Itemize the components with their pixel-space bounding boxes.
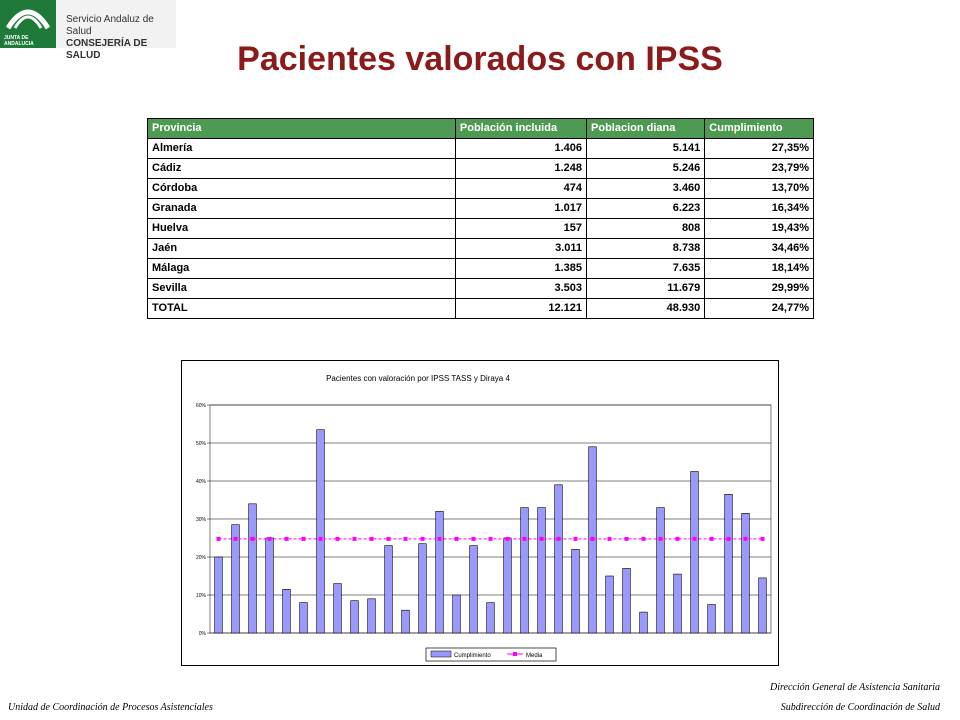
bar-chart: [181, 360, 779, 666]
table-row: [148, 139, 814, 159]
cell-poblacion-diana: 48.930: [587, 299, 705, 319]
media-point: [336, 537, 340, 541]
media-point: [234, 537, 238, 541]
media-point: [489, 537, 493, 541]
footer-left: Unidad de Coordinación de Procesos Asistenciales: [8, 702, 213, 713]
cell-poblacion-incluida: 1.017: [455, 199, 586, 219]
y-tick-label: 0%: [198, 631, 206, 637]
table-row-total: [148, 299, 814, 319]
cell-poblacion-diana: 5.246: [587, 159, 705, 179]
bar: [402, 610, 410, 633]
bar: [555, 485, 563, 633]
media-point: [523, 537, 527, 541]
media-point: [557, 537, 561, 541]
media-point: [642, 537, 646, 541]
chart-title: Pacientes con valoración por IPSS TASS y Diraya 4: [326, 374, 510, 383]
header-poblacion-diana: Poblacion diana: [587, 119, 705, 139]
bar: [453, 595, 461, 633]
media-point: [472, 537, 476, 541]
cell-cumplimiento: 18,14%: [705, 259, 814, 279]
media-point: [506, 537, 510, 541]
y-tick-label: 40%: [195, 479, 206, 485]
cell-provincia: Jaén: [148, 239, 456, 259]
bar: [334, 584, 342, 633]
media-point: [387, 537, 391, 541]
cell-provincia: Cádiz: [148, 159, 456, 179]
media-point: [302, 537, 306, 541]
bar: [470, 546, 478, 633]
cell-cumplimiento: 24,77%: [705, 299, 814, 319]
footer-right-line2: Subdirección de Coordinación de Salud: [780, 702, 940, 713]
legend-marker-media: [513, 652, 517, 656]
cell-cumplimiento: 19,43%: [705, 219, 814, 239]
legend-label-cumplimiento: Cumplimiento: [454, 653, 491, 659]
header-provincia: Provincia: [148, 119, 456, 139]
media-point: [744, 537, 748, 541]
media-point: [625, 537, 629, 541]
media-point: [370, 537, 374, 541]
header-poblacion-incluida: Población incluida: [455, 119, 586, 139]
media-point: [455, 537, 459, 541]
cell-poblacion-diana: 3.460: [587, 179, 705, 199]
cell-poblacion-diana: 8.738: [587, 239, 705, 259]
cell-poblacion-incluida: 157: [455, 219, 586, 239]
bar: [487, 603, 495, 633]
media-point: [608, 537, 612, 541]
cell-provincia: Málaga: [148, 259, 456, 279]
y-tick-label: 60%: [195, 403, 206, 409]
cell-poblacion-diana: 808: [587, 219, 705, 239]
cell-cumplimiento: 23,79%: [705, 159, 814, 179]
bar: [215, 557, 223, 633]
bar: [300, 603, 308, 633]
table-row: [148, 199, 814, 219]
cell-poblacion-diana: 7.635: [587, 259, 705, 279]
table-row: [148, 179, 814, 199]
bar: [385, 546, 393, 633]
cell-poblacion-incluida: 1.248: [455, 159, 586, 179]
bar: [606, 576, 614, 633]
bar: [232, 525, 240, 633]
media-point: [353, 537, 357, 541]
cell-cumplimiento: 13,70%: [705, 179, 814, 199]
bar: [538, 508, 546, 633]
media-point: [693, 537, 697, 541]
bar: [504, 538, 512, 633]
table-row: [148, 279, 814, 299]
media-point: [727, 537, 731, 541]
data-table: [147, 118, 814, 319]
media-point: [659, 537, 663, 541]
media-point: [761, 537, 765, 541]
media-point: [591, 537, 595, 541]
y-tick-label: 20%: [195, 555, 206, 561]
bar: [674, 574, 682, 633]
cell-provincia: Sevilla: [148, 279, 456, 299]
bar: [623, 568, 631, 633]
page-title: Pacientes valorados con IPSS: [237, 40, 723, 78]
footer-right-line1: Dirección General de Asistencia Sanitaria: [770, 682, 940, 693]
cell-provincia: Granada: [148, 199, 456, 219]
bar: [283, 589, 291, 633]
bar: [351, 601, 359, 633]
chart-legend: [426, 648, 556, 661]
cell-poblacion-diana: 11.679: [587, 279, 705, 299]
logo-sub-text: JUNTA DE ANDALUCIA: [4, 35, 34, 47]
media-point: [574, 537, 578, 541]
cell-cumplimiento: 34,46%: [705, 239, 814, 259]
cell-provincia: Almería: [148, 139, 456, 159]
cell-poblacion-incluida: 1.406: [455, 139, 586, 159]
media-point: [404, 537, 408, 541]
y-tick-label: 50%: [195, 441, 206, 447]
table-header-row: [148, 119, 814, 139]
cell-provincia: TOTAL: [148, 299, 456, 319]
table-row: [148, 259, 814, 279]
bar: [436, 511, 444, 633]
cell-cumplimiento: 16,34%: [705, 199, 814, 219]
media-point: [251, 537, 255, 541]
bar: [317, 430, 325, 633]
bar: [759, 578, 767, 633]
cell-poblacion-diana: 5.141: [587, 139, 705, 159]
cell-poblacion-incluida: 12.121: [455, 299, 586, 319]
bar: [572, 549, 580, 633]
media-point: [540, 537, 544, 541]
bar: [708, 605, 716, 634]
bar: [521, 508, 529, 633]
media-point: [421, 537, 425, 541]
media-point: [710, 537, 714, 541]
cell-provincia: Córdoba: [148, 179, 456, 199]
cell-provincia: Huelva: [148, 219, 456, 239]
bar: [249, 504, 257, 633]
bar: [368, 599, 376, 633]
table-row: [148, 219, 814, 239]
cell-poblacion-incluida: 3.503: [455, 279, 586, 299]
cell-cumplimiento: 29,99%: [705, 279, 814, 299]
bar: [419, 544, 427, 633]
bar: [742, 513, 750, 633]
bar: [640, 612, 648, 633]
bar: [657, 508, 665, 633]
legend-swatch-cumplimiento: [431, 651, 451, 657]
media-point: [676, 537, 680, 541]
header-cumplimiento: Cumplimiento: [705, 119, 814, 139]
table-row: [148, 159, 814, 179]
media-point: [217, 537, 221, 541]
media-point: [319, 537, 323, 541]
y-tick-label: 10%: [195, 593, 206, 599]
cell-cumplimiento: 27,35%: [705, 139, 814, 159]
bar: [691, 472, 699, 634]
table-row: [148, 239, 814, 259]
legend-label-media: Media: [526, 653, 543, 659]
cell-poblacion-incluida: 1.385: [455, 259, 586, 279]
bar: [266, 538, 274, 633]
media-point: [268, 537, 272, 541]
cell-poblacion-incluida: 3.011: [455, 239, 586, 259]
logo-line1: Servicio Andaluz de Salud: [66, 14, 154, 37]
cell-poblacion-incluida: 474: [455, 179, 586, 199]
bar: [725, 494, 733, 633]
logo-line2: CONSEJERÍA DE SALUD: [66, 38, 148, 61]
media-point: [438, 537, 442, 541]
y-tick-label: 30%: [195, 517, 206, 523]
cell-poblacion-diana: 6.223: [587, 199, 705, 219]
media-point: [285, 537, 289, 541]
